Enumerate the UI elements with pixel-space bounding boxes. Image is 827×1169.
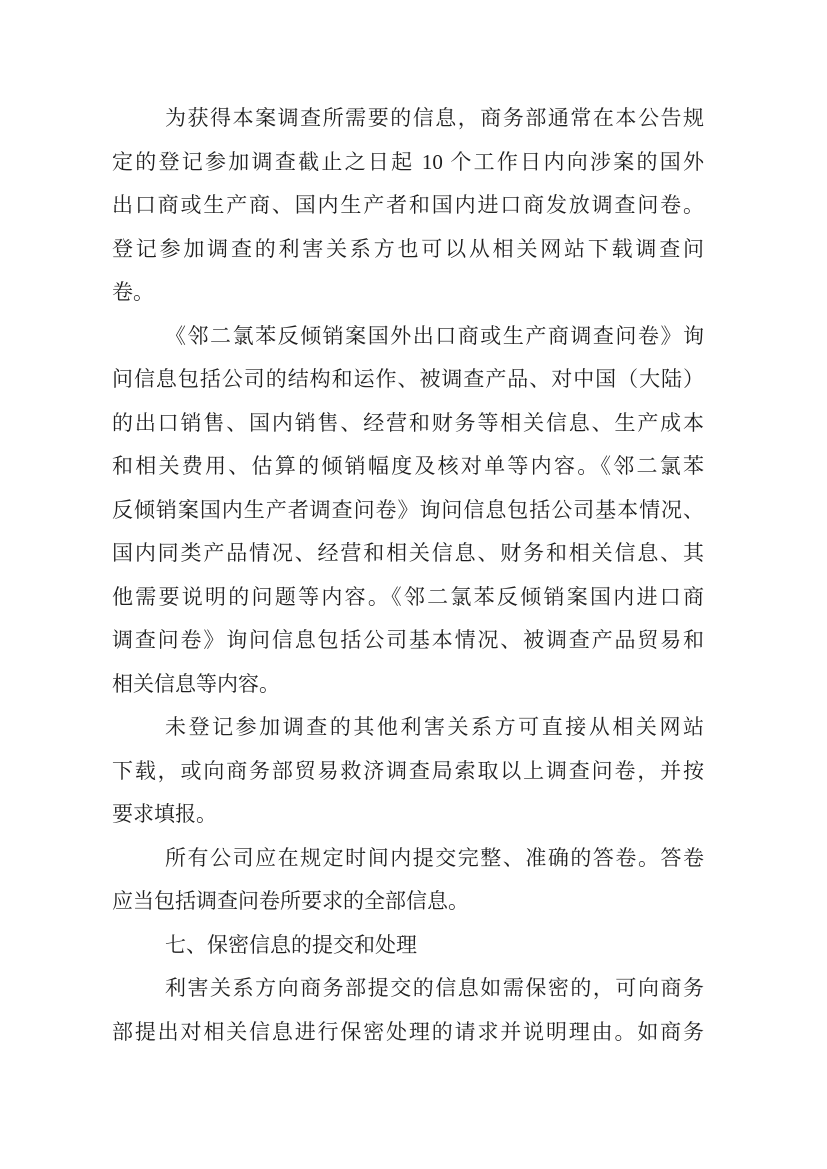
text-line: 登记参加调查的利害关系方也可以从相关网站下载调查问 [112,236,704,261]
text-line: 《邻二氯苯反倾销案国外出口商或生产商调查问卷》询 [165,323,704,348]
text-line: 的出口销售、国内销售、经营和财务等相关信息、生产成本 [112,410,704,435]
text-line: 问信息包括公司的结构和运作、被调查产品、对中国（大陆） [112,367,704,391]
text-line: 利害关系方向商务部提交的信息如需保密的，可向商务 [165,976,704,1000]
text-line: 和相关费用、估算的倾销幅度及核对单等内容。《邻二氯苯 [112,454,704,478]
section-heading-line: 七、保密信息的提交和处理 [165,932,417,957]
text-line: 未登记参加调查的其他利害关系方可直接从相关网站 [165,715,704,739]
text-line: 所有公司应在规定时间内提交完整、准确的答卷。答卷 [165,845,704,870]
text-line: 出口商或生产商、国内生产者和国内进口商发放调查问卷。 [112,193,704,217]
text-line: 应当包括调查问卷所要求的全部信息。 [112,889,469,913]
text-line: 要求填报。 [112,802,217,826]
text-line: 部提出对相关信息进行保密处理的请求并说明理由。如商务 [112,1019,704,1044]
text-line: 定的登记参加调查截止之日起 10 个工作日内向涉案的国外 [112,149,704,174]
para-questionnaire-issuance [112,97,704,315]
para-confidentiality [112,967,704,1054]
text-line: 卷。 [112,280,154,304]
text-line: 为获得本案调查所需要的信息，商务部通常在本公告规 [165,106,704,130]
text-line: 他需要说明的问题等内容。《邻二氯苯反倾销案国内进口商 [112,584,704,609]
heading-section-seven [112,924,704,968]
text-block [112,97,704,1054]
para-submission-requirement [112,837,704,924]
text-line: 相关信息等内容。 [112,671,280,696]
text-line: 反倾销案国内生产者调查问卷》询问信息包括公司基本情况、 [112,497,704,522]
text-line: 调查问卷》询问信息包括公司基本情况、被调查产品贸易和 [112,628,704,652]
text-line: 国内同类产品情况、经营和相关信息、财务和相关信息、其 [112,541,704,565]
para-questionnaire-contents [112,315,704,707]
para-unregistered-parties [112,706,704,837]
text-line: 下载，或向商务部贸易救济调查局索取以上调查问卷，并按 [112,758,704,783]
